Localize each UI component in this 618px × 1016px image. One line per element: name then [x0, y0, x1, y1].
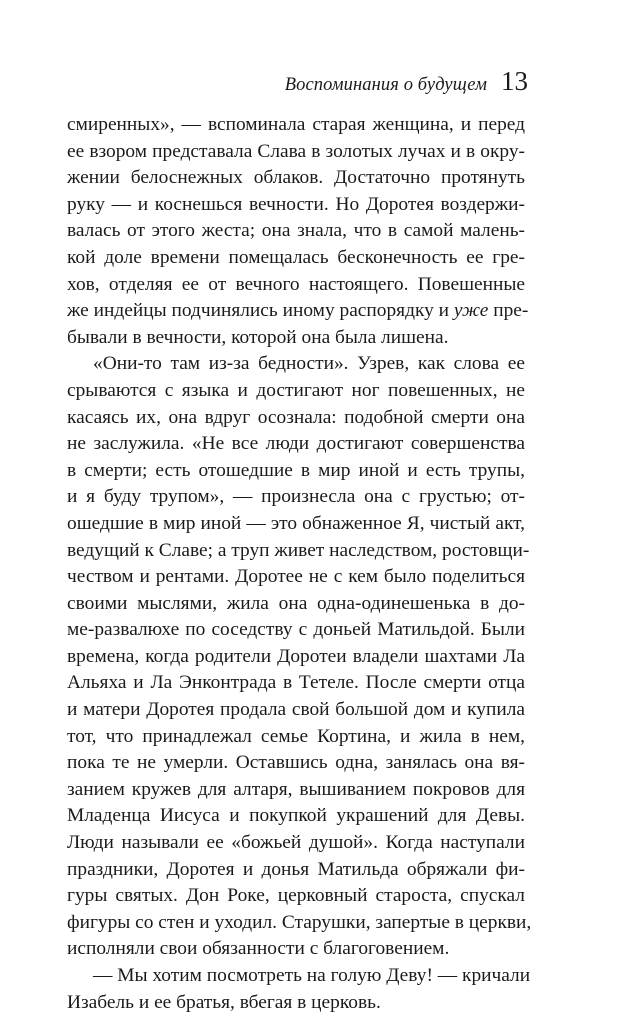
text-line: и я буду трупом», — произнесла она с грустью; от-: [67, 486, 525, 508]
text-line: пока те не умерли. Оставшись одна, занялась она вя-: [67, 752, 525, 774]
text-line: гуры святых. Дон Роке, церковный староста, спускал: [67, 885, 525, 907]
body-text: [67, 112, 532, 1016]
text-run: пре-: [488, 300, 529, 322]
text-line: ошедшие в мир иной — это обнаженное Я, чистый акт,: [67, 512, 525, 534]
text-line: смиренных», — вспоминала старая женщина, и перед: [67, 114, 525, 135]
text-line: и матери Доротея продала свой большой дом и купила: [67, 699, 525, 721]
text-line: «Они-то там из-за бедности». Узрев, как слова ее: [93, 353, 525, 375]
page-number: 13: [501, 66, 528, 96]
text-line: тот, что принадлежал семье Кортина, и жила в нем,: [67, 725, 525, 747]
text-line: кой доле времени помещалась бесконечность ее гре-: [67, 246, 525, 268]
paragraph: [67, 351, 532, 963]
text-line: фигуры со стен и уходил. Старушки, запертые в церкви,: [67, 911, 532, 933]
text-line: Люди называли ее «божьей душой». Когда наступали: [67, 832, 525, 854]
text-line: [67, 298, 529, 325]
text-line: в смерти; есть отошедшие в мир иной и есть трупы,: [67, 459, 525, 481]
paragraph: [67, 112, 529, 351]
text-line: Изабель и ее братья, вбегая в церковь.: [67, 991, 381, 1013]
text-line: касаясь их, она вдруг осознала: подобной смерти она: [67, 406, 525, 428]
text-line: не заслужила. «Не все люди достигают совершенства: [67, 433, 525, 455]
text-line: жении белоснежных облаков. Достаточно протянуть: [67, 167, 525, 189]
running-header-title: Воспоминания о будущем: [284, 75, 487, 95]
text-line: ме-развалюхе по соседству с доньей Матильдой. Были: [67, 619, 525, 641]
text-line: времена, когда родители Доротеи владели шахтами Ла: [67, 645, 525, 667]
text-line: руку — и коснешься вечности. Но Доротея воздержи-: [67, 193, 525, 215]
text-line: — Мы хотим посмотреть на голую Деву! — кричали: [93, 965, 531, 986]
text-line: своими мыслями, жила она одна-одинешенька в до-: [67, 592, 525, 614]
text-line: Младенца Иисуса и покупкой украшений для Девы.: [67, 805, 525, 827]
text-line: Альяха и Ла Энконтрада в Тетеле. После смерти отца: [67, 672, 525, 694]
text-line: срываются с языка и достигают ног повешенных, не: [67, 379, 525, 401]
emphasized-word: уже: [453, 300, 489, 322]
text-run: же индейцы подчинялись иному распорядку и: [67, 300, 454, 322]
text-line: ведущий к Славе; а труп живет наследством, ростовщи-: [67, 539, 530, 561]
paragraph: [67, 963, 531, 1016]
text-line: праздники, Доротея и донья Матильда обряжали фи-: [67, 858, 525, 880]
text-line: исполняли свои обязанности с благоговением.: [67, 938, 450, 960]
running-header: [285, 68, 528, 96]
text-line: ее взором представала Слава в золотых лучах и в окру-: [67, 140, 525, 162]
text-line: валась от этого жеста; она знала, что в самой малень-: [67, 220, 525, 242]
text-line: бывали в вечности, которой она была лишена.: [67, 326, 449, 348]
text-line: чеством и рентами. Доротее не с кем было поделиться: [67, 566, 525, 588]
text-line: занием кружев для алтаря, вышиванием покровов для: [67, 778, 525, 800]
text-line: хов, отделяя ее от вечного настоящего. Повешенные: [67, 273, 525, 295]
